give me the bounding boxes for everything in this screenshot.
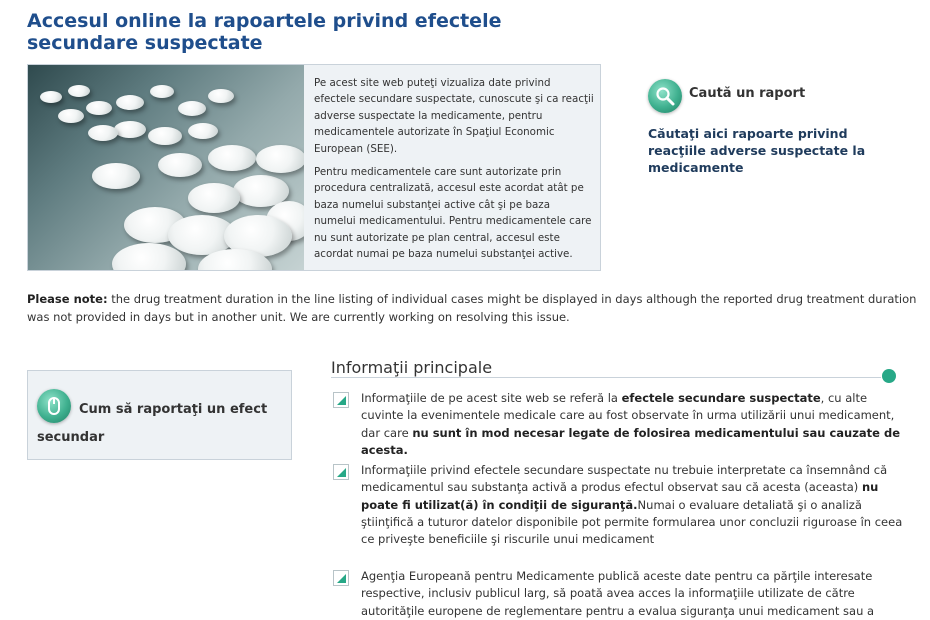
intro-text <box>314 75 594 269</box>
section-divider <box>331 377 881 378</box>
pill-image <box>88 125 118 141</box>
note-text: the drug treatment duration in the line listing of individual cases might be displayed in days although the reported drug treatment duration was not provided in days but in another unit. We are currently working on resolving this issue. <box>27 292 917 324</box>
pill-image <box>158 153 202 177</box>
magnifier-icon[interactable] <box>648 79 682 113</box>
dot-icon <box>882 369 896 383</box>
info-text-part: Numai o evaluare detaliată şi o analiză ştiinţifică a tuturor datelor disponibile pot permite formularea unor concluzii riguroase în ceea ce priveşte beneficiile şi riscurile unui medicament <box>361 497 903 547</box>
page-title: Accesul online la rapoartele privind efectele secundare suspectate <box>27 10 502 54</box>
pill-image <box>150 85 174 98</box>
intro-panel <box>27 64 601 271</box>
intro-paragraph: Pe acest site web puteţi vizualiza date privind efectele secundare suspectate, cunoscute şi ca reacţii adverse suspectate la medicamente, pentru medicamentele autorizate în Spaţiul Economic European (SEE). <box>314 77 594 155</box>
pill-image <box>116 95 144 110</box>
info-text <box>361 568 906 620</box>
info-text-part: Informaţiile privind efectele secundare suspectate nu trebuie interpretate ca însemnând că medicamentul sau substanţa activă a produs efectul observat sau că acesta (aceasta) <box>361 463 888 495</box>
note-label: Please note: <box>27 292 108 306</box>
pill-image <box>208 89 234 103</box>
pill-image <box>188 183 240 213</box>
pill-image <box>58 109 84 123</box>
pill-image <box>68 85 90 97</box>
pill-image <box>208 145 256 171</box>
please-note <box>27 291 917 326</box>
intro-paragraph: Pentru medicamentele care sunt autorizate prin procedura centralizată, accesul este acordat atât pe baza numelui substanţei active cât şi pe baza numelui medicamentului. Pentru medicamentele care nu sunt autorizate pe plan central, accesul este acordat numai pe baza numelui substanţei active. <box>314 166 592 261</box>
info-text-part: , cu alte cuvinte la evenimentele medicale care au fost observate în urma utilizării unui medicament, dar care <box>361 391 895 440</box>
triangle-bullet-icon <box>333 464 349 480</box>
search-report-link[interactable]: Caută un raport <box>689 86 806 101</box>
how-to-report-label: Cum să raportaţi un efect secundar <box>37 402 268 445</box>
info-text-part: Agenţia Europeană pentru Medicamente publică aceste date pentru ca părţile interesate respective, inclusiv publicul larg, să poată avea acces la informaţiile utilizate de către autorităţile europene de reglementare pentru a evalua siguranţa unui medicament sau a <box>361 569 875 618</box>
triangle-bullet-icon <box>333 570 349 586</box>
section-heading: Informaţii principale <box>331 358 493 377</box>
pill-image <box>40 91 62 103</box>
pill-image <box>148 127 182 145</box>
info-text-part: Informaţiile de pe acest site web se referă la <box>361 391 622 405</box>
search-description: Căutaţi aici rapoarte privind reacţiile adverse suspectate la medicamente <box>648 126 866 175</box>
info-text <box>361 390 906 459</box>
triangle-bullet-icon <box>333 392 349 408</box>
pill-image <box>178 101 206 116</box>
pills-photo <box>28 65 304 271</box>
info-text-bold: nu poate fi utilizat(ă) în condiţii de siguranţă. <box>361 480 879 512</box>
pill-image <box>86 101 112 115</box>
info-text-bold: nu sunt în mod necesar legate de folosirea medicamentului sau cauzate de acesta. <box>361 425 900 457</box>
pill-image <box>256 145 304 173</box>
how-to-report-button[interactable] <box>27 370 292 460</box>
pill-image <box>92 163 140 189</box>
info-text-bold: efectele secundare suspectate <box>621 391 821 405</box>
pill-image <box>114 121 146 138</box>
pill-image <box>188 123 218 139</box>
info-text <box>361 462 906 548</box>
